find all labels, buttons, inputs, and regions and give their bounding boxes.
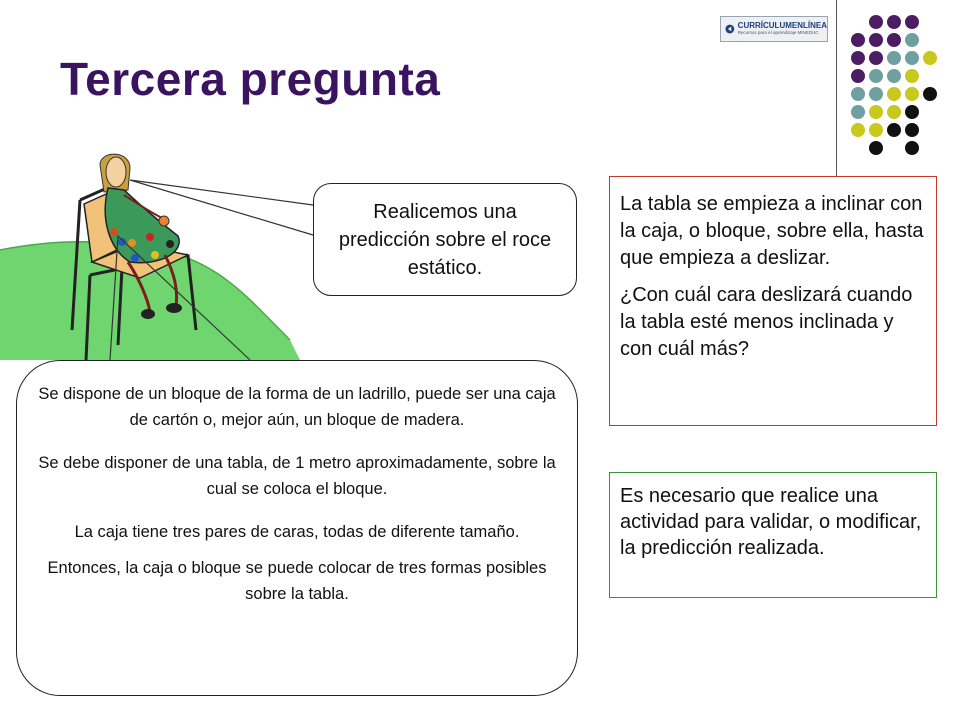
decorative-dot bbox=[905, 33, 919, 47]
decorative-dot bbox=[887, 87, 901, 101]
decorative-dot bbox=[905, 141, 919, 155]
instructions-paragraph-3: La caja tiene tres pares de caras, todas de diferente tamaño. bbox=[74, 522, 520, 541]
decorative-dot bbox=[905, 15, 919, 29]
decorative-dot bbox=[887, 105, 901, 119]
decorative-dot bbox=[905, 87, 919, 101]
decorative-dot bbox=[869, 123, 883, 137]
decorative-dot bbox=[851, 33, 865, 47]
decorative-dot bbox=[905, 51, 919, 65]
slide-title: Tercera pregunta bbox=[60, 53, 441, 105]
decorative-dot bbox=[887, 33, 901, 47]
decorative-dot bbox=[905, 105, 919, 119]
decorative-dot bbox=[851, 69, 865, 83]
decorative-dot bbox=[923, 87, 937, 101]
question-paragraph-1: La tabla se empieza a inclinar con la caja, o bloque, sobre ella, hasta que empieza a deslizar. bbox=[620, 193, 924, 269]
decorative-dot bbox=[869, 51, 883, 65]
note-text: Es necesario que realice una actividad para validar, o modificar, la predicción realizada. bbox=[620, 485, 922, 559]
logo-subtitle: Recursos para el aprendizaje MINEDUC bbox=[737, 30, 819, 36]
decorative-dot bbox=[851, 51, 865, 65]
decorative-dot bbox=[887, 123, 901, 137]
speech-bubble-prediction bbox=[313, 183, 577, 296]
decorative-dot bbox=[869, 15, 883, 29]
decorative-dot bbox=[869, 141, 883, 155]
speech-bubble-instructions bbox=[16, 360, 578, 696]
decorative-dot bbox=[905, 69, 919, 83]
question-paragraph-2: ¿Con cuál cara deslizará cuando la tabla esté menos inclinada y con cuál más? bbox=[620, 284, 913, 360]
decorative-dot bbox=[869, 69, 883, 83]
decorative-dot bbox=[869, 87, 883, 101]
decorative-dot bbox=[923, 51, 937, 65]
note-box bbox=[609, 472, 937, 598]
instructions-paragraph-1: Se dispone de un bloque de la forma de un ladrillo, puede ser una caja de cartón o, mejor aún, un bloque de madera. bbox=[38, 385, 556, 430]
logo-name: CURRÍCULUMENLÍNEA bbox=[737, 21, 827, 31]
prediction-text: Realicemos una predicción sobre el roce estático. bbox=[338, 200, 552, 279]
instructions-paragraph-2: Se debe disponer de una tabla, de 1 metro aproximadamente, sobre la cual se coloca el bloque. bbox=[38, 453, 556, 499]
logo-mark-icon bbox=[725, 20, 735, 38]
decorative-dot bbox=[887, 69, 901, 83]
decorative-divider bbox=[836, 0, 837, 176]
decorative-dot bbox=[851, 105, 865, 119]
decorative-dot bbox=[887, 15, 901, 29]
decorative-dot bbox=[851, 87, 865, 101]
decorative-dot bbox=[869, 33, 883, 47]
decorative-dot bbox=[905, 123, 919, 137]
instructions-paragraph-4: Entonces, la caja o bloque se puede colocar de tres formas posibles sobre la tabla. bbox=[47, 558, 547, 604]
decorative-dot bbox=[869, 105, 883, 119]
decorative-dot-grid bbox=[838, 0, 958, 170]
question-box bbox=[609, 176, 937, 426]
decorative-dot bbox=[887, 51, 901, 65]
decorative-dot bbox=[851, 123, 865, 137]
curriculum-logo bbox=[720, 16, 828, 42]
